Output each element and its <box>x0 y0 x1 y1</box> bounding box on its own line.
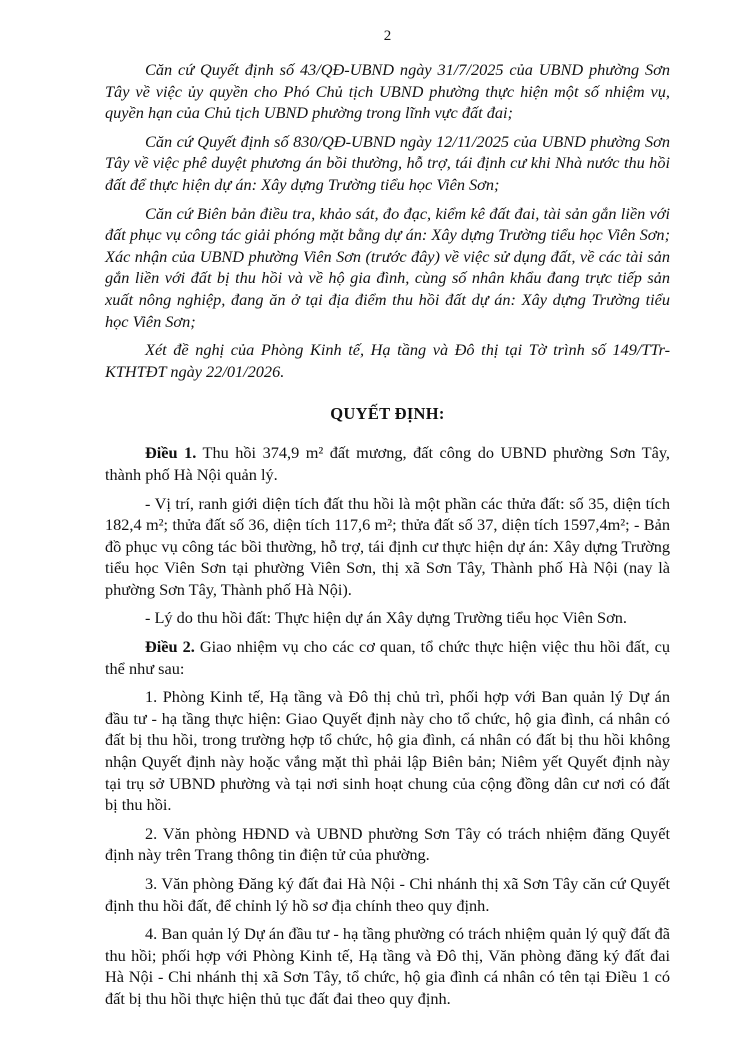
preamble-clause-1: Căn cứ Quyết định số 43/QĐ-UBND ngày 31/7/2025 của UBND phường Sơn Tây về việc ủy quyền cho Phó Chủ tịch UBND phường thực hiện một số nhiệm vụ, quyền hạn của Chủ tịch UBND phường trong lĩnh vực đất đai; <box>105 60 670 123</box>
article-1-reason: - Lý do thu hồi đất: Thực hiện dự án Xây dựng Trường tiểu học Viên Sơn. <box>145 608 627 628</box>
article-2-item-4: 4. Ban quản lý Dự án đầu tư - hạ tầng phường có trách nhiệm quản lý quỹ đất đã thu hồi; phối hợp với Phòng Kinh tế, Hạ tầng và Đô thị, Văn phòng đăng ký đất đai Hà Nội - Chi nhánh thị xã Sơn Tây, tổ chức, hộ gia đình cá nhân có tên tại Điều 1 có đất bị thu hồi thực hiện thủ tục đất đai theo quy định. <box>105 924 670 1008</box>
decision-title: QUYẾT ĐỊNH: <box>330 404 445 424</box>
article-2 <box>105 636 670 679</box>
article-2-label: Điều 2. <box>145 637 195 657</box>
article-1-label: Điều 1. <box>145 443 197 463</box>
preamble-clause-2: Căn cứ Quyết định số 830/QĐ-UBND ngày 12/11/2025 của UBND phường Sơn Tây về việc phê duyệt phương án bồi thường, hỗ trợ, tái định cư khi Nhà nước thu hồi đất để thực hiện dự án: Xây dựng Trường tiểu học Viên Sơn; <box>105 131 670 194</box>
article-2-item-3: 3. Văn phòng Đăng ký đất đai Hà Nội - Chi nhánh thị xã Sơn Tây căn cứ Quyết định thu hồi đất, để chỉnh lý hồ sơ địa chính theo quy định. <box>105 874 670 915</box>
article-1 <box>105 442 670 485</box>
article-2-text: Giao nhiệm vụ cho các cơ quan, tổ chức thực hiện việc thu hồi đất, cụ thể như sau: <box>105 637 671 678</box>
article-1-text: Thu hồi 374,9 m² đất mương, đất công do UBND phường Sơn Tây, thành phố Hà Nội quản lý. <box>105 443 670 484</box>
document-page <box>105 28 670 1017</box>
preamble-clause-4: Xét đề nghị của Phòng Kinh tế, Hạ tầng và Đô thị tại Tờ trình số 149/TTr-KTHTĐT ngày 22/01/2026. <box>105 340 670 381</box>
article-2-item-2: 2. Văn phòng HĐND và UBND phường Sơn Tây có trách nhiệm đăng Quyết định này trên Trang thông tin điện tử của phường. <box>105 823 670 865</box>
article-1-location: - Vị trí, ranh giới diện tích đất thu hồi là một phần các thửa đất: số 35, diện tích 182,4 m²; thửa đất số 36, diện tích 117,6 m²; thửa đất số 37, diện tích 1597,4m²; - Bản đồ phục vụ công tác bồi thường, hỗ trợ, tái định cư thực hiện dự án: Xây dựng Trường tiểu học Viên Sơn tại phường Viên Sơn, thị xã Sơn Tây, Thành phố Hà Nội (nay là phường Sơn Tây, Thành phố Hà Nội). <box>105 493 670 599</box>
page-number: 2 <box>383 28 392 44</box>
article-2-item-1: 1. Phòng Kinh tế, Hạ tầng và Đô thị chủ trì, phối hợp với Ban quản lý Dự án đầu tư - hạ tầng thực hiện: Giao Quyết định này cho tổ chức, hộ gia đình, cá nhân có đất bị thu hồi, trong trường hợp tổ chức, hộ gia đình, cá nhân có đất bị thu hồi không nhận Quyết định này hoặc vắng mặt thì phải lập Biên bản; Niêm yết Quyết định này tại trụ sở UBND phường và tại nơi sinh hoạt chung của cộng đồng dân cư nơi có đất bị thu hồi. <box>105 687 670 815</box>
preamble-clause-3: Căn cứ Biên bản điều tra, khảo sát, đo đạc, kiểm kê đất đai, tài sản gắn liền với đất phục vụ công tác giải phóng mặt bằng dự án: Xây dựng Trường tiểu học Viên Sơn; Xác nhận của UBND phường Viên Sơn (trước đây) về việc sử dụng đất, về các tài sản gắn liền với đất bị thu hồi và về hộ gia đình, cùng số nhân khẩu đang trực tiếp sản xuất nông nghiệp, đang ăn ở tại địa điểm thu hồi đất dự án: Xây dựng Trường tiểu học Viên Sơn; <box>105 203 670 331</box>
